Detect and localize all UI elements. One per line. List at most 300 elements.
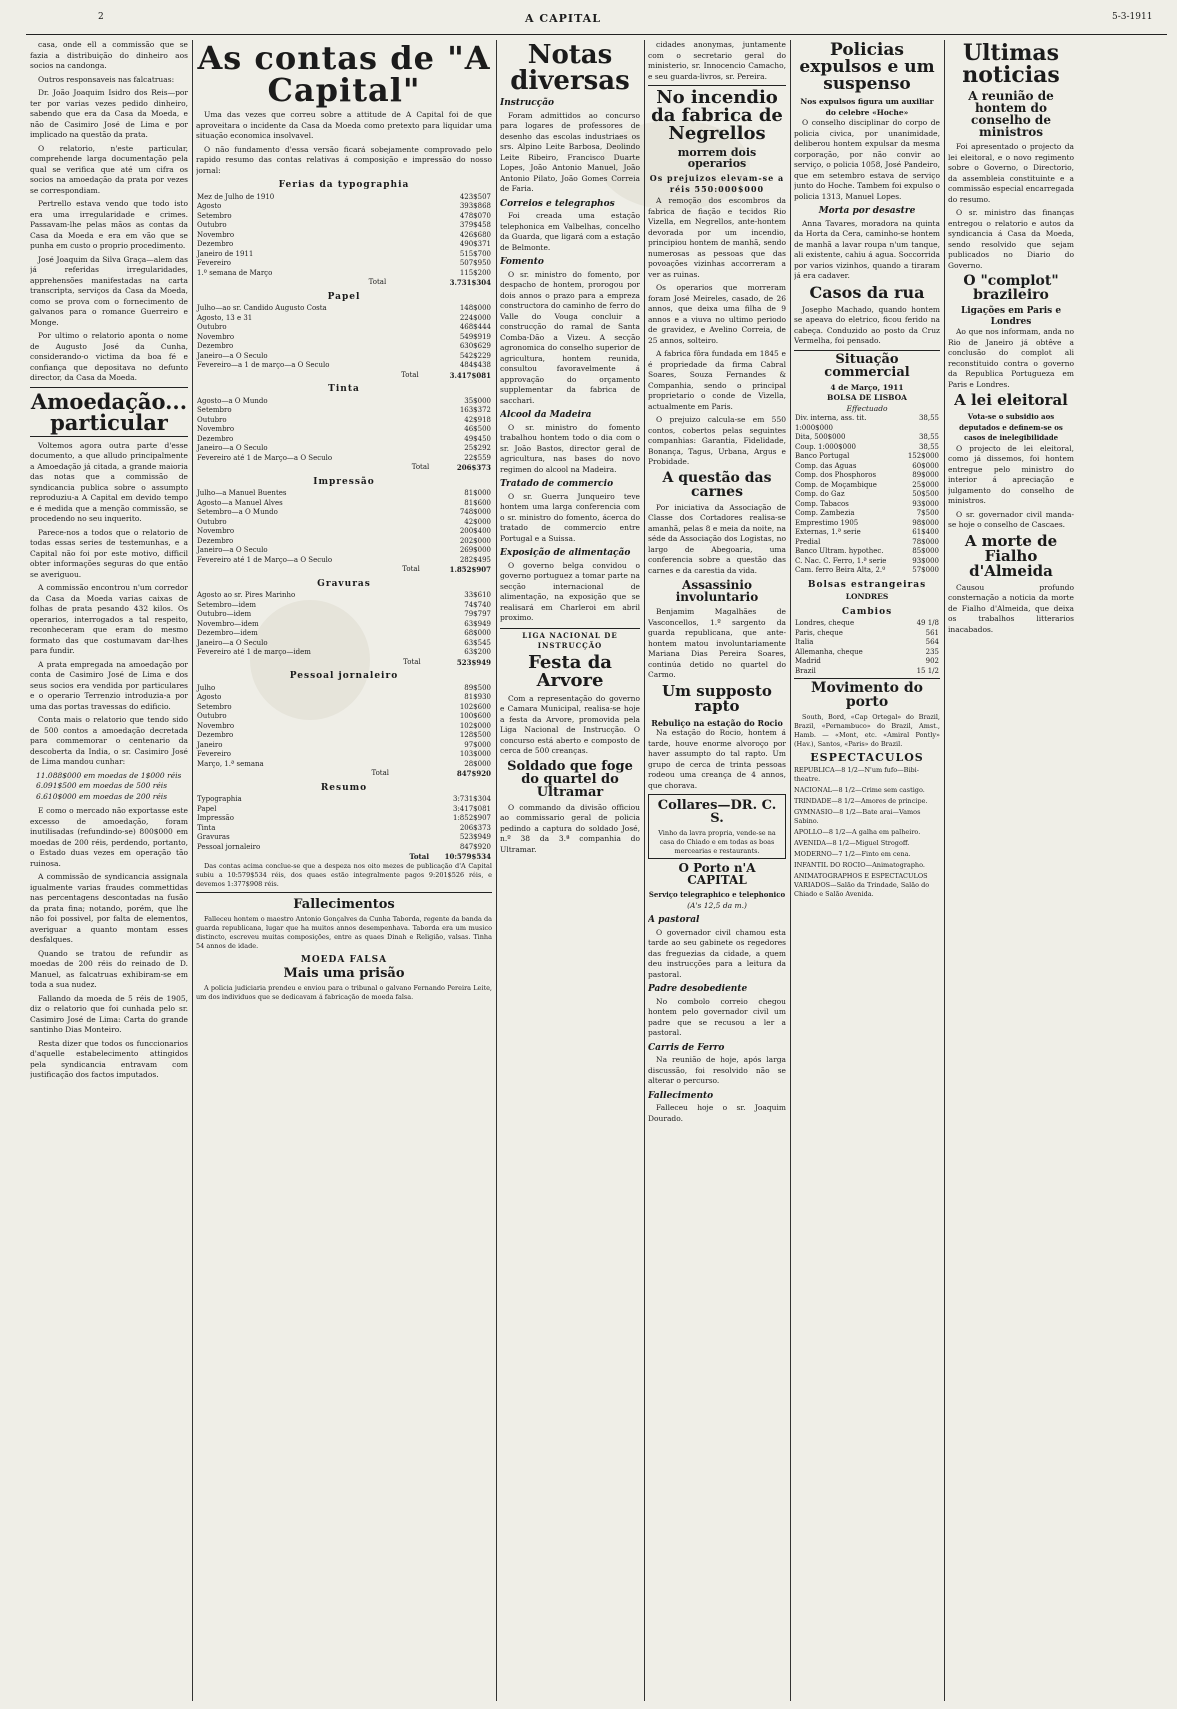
article-paragraph: Por ultimo o relatorio aponta o nome de Augusto José da Cunha, considerando-o victima da boa fé e confiança que depositava no defunto director, da Casa da Moeda.	[30, 331, 188, 382]
bolsa-row	[794, 443, 940, 453]
accounts-table	[196, 304, 492, 380]
accounts-table	[196, 591, 492, 667]
subhead-exposicao: Exposição de alimentação	[500, 548, 631, 558]
row-label: Impressão	[197, 814, 234, 822]
column-5	[794, 40, 940, 1701]
bolsa-row	[794, 566, 940, 576]
table-row	[196, 648, 492, 658]
liga-label: LIGA NACIONAL DE INSTRUCÇÃO	[500, 628, 640, 652]
row-value: 100$600	[459, 712, 491, 720]
row-label: Comp. dos Phosphoros	[795, 471, 877, 479]
table-row	[196, 193, 492, 203]
article-paragraph: O não fundamento d'essa versão ficará sobejamente comprovado pelo rapido resumo das contas relativas á composição e impressão do nosso jornal:	[196, 144, 492, 175]
subhead-porto: Serviço telegraphico e telephonico	[648, 890, 786, 899]
row-label: Agosto ao sr. Pires Marinho	[197, 591, 296, 599]
row-value: 38,55	[918, 442, 939, 451]
table-row	[196, 508, 492, 518]
total-value: 206$373	[456, 463, 491, 472]
article-paragraph: E como o mercado não exportasse este excesso de amoedação, foram inutilisadas (refundindo-se) 800$000 em moedas de 200 réis, perdendo, portanto, o Estado duas vezes em operação tão ruinosa.	[30, 806, 188, 868]
table-row	[196, 250, 492, 260]
headline-policias: Policias expulsos e um suspenso	[799, 40, 935, 94]
row-label: Londres, cheque	[795, 619, 855, 627]
row-value: 423$507	[459, 192, 491, 201]
bolsa-title: BOLSA DE LISBOA	[827, 393, 907, 402]
page-date: 5-3-1911	[1112, 12, 1153, 22]
article-paragraph: South, Bord, «Cap Ortegal» do Brazil, Brazil, «Pernambuco» do Brazil, Amst., Hamb. — «Mont, etc. «Amiral Pontly» (Hav.), Santos, «Paris» do Brazil.	[794, 713, 940, 748]
cambio-row	[794, 638, 940, 648]
row-value: 7$500	[916, 509, 939, 517]
table-row	[196, 722, 492, 732]
coin-list	[36, 771, 188, 803]
resumo-row	[196, 833, 492, 843]
article-paragraph: Parece-nos a todos que o relatorio de todas essas series de testemunhas, e a Capital não foi por este motivo, difficil obter informações seguras do que então se averiguou.	[30, 527, 188, 579]
bolsa-row	[794, 471, 940, 481]
row-value: 89$000	[912, 471, 939, 479]
coin-line: 6.610$000 em moedas de 200 réis	[36, 791, 168, 801]
total-row	[196, 658, 492, 668]
row-value: 35$000	[464, 396, 491, 405]
section-title-resumo: Resumo	[320, 782, 368, 793]
row-value: 3:417$081	[453, 804, 491, 813]
espectaculo-item: REPUBLICA—8 1/2—N'um fufo—Bibi-theatre.	[794, 765, 919, 783]
article-paragraph: A remoção dos escombros da fabrica de fiação e tecidos Rio Vizella, em Negrellos, ante-hontem devorada por um incendio, principiou hontem de manhã, sendo numerosas as pessoas que das povoações vizinhas accorreram a ver as ruinas.	[648, 196, 786, 279]
article-paragraph: Das contas acima conclue-se que a despeza nos oito mezes de publicação d'A Capital subiu a 10:579$534 réis, dos quaes estão integralmente pagos 9:201$526 réis, e devemos 1:377$908 réis.	[196, 861, 492, 888]
espectaculo-item: NACIONAL—8 1/2—Crime sem castigo.	[794, 785, 925, 794]
row-label: Outubro	[197, 323, 227, 331]
article-paragraph: Os operarios que morreram foram José Meireles, casado, de 26 annos, que deixa uma filha de 9 annos e a viuva no ultimo periodo de gravidez, e Avelino Correia, de 25 annos, solteiro.	[648, 283, 786, 345]
table-row	[196, 760, 492, 770]
article-paragraph: O sr. ministro do fomento, por despacho de hontem, prorogou por dois annos o prazo para a empreza constructora do caminho de ferro do Valle do Vouga concluir a construcção do ramal de Santa Comba-Dão a Vizeu. A secção agronomica do conselho superior de agricultura, hontem reunida, consultou favoravelmente á approvação do orçamento supplementar da fabrica de sacchari.	[500, 269, 640, 405]
row-value: 49 1/8	[916, 619, 939, 627]
row-label: Comp. de Moçambique	[795, 480, 877, 489]
headline-festa-arvore: Festa da Arvore	[528, 651, 612, 691]
article-paragraph: Foi apresentado o projecto da lei eleitoral, e o novo regimento sobre o Governo, o Directorio, da assembleia constituinte e a commissão especial encarregada do resumo.	[948, 142, 1074, 204]
row-value: 3:731$304	[453, 795, 491, 803]
headline-morte-fialho: A morte de Fialho d'Almeida	[964, 531, 1058, 580]
row-value: 115$200	[459, 268, 491, 277]
bolsa-row	[794, 433, 940, 443]
total-row	[196, 278, 492, 288]
article-paragraph: A commissão encontrou n'um corredor da Casa da Moeda varias caixas de folhas de prata pesando 432 kilos. Os operarios, interrogados a tal respeito, reconheceram que eram do mesmo formato das que costumavam dar-lhes para fundir.	[30, 583, 188, 655]
row-label: Janeiro—a O Seculo	[197, 444, 268, 452]
row-value: 25$292	[464, 444, 491, 452]
table-row	[196, 416, 492, 426]
article-paragraph: Dr. João Joaquim Isidro dos Reis—por ter por varias vezes pedido dinheiro, sabendo que era da Casa da Moeda, e não de Casimiro José de Lima e por implicado na questão da prata.	[30, 88, 188, 139]
row-value: 561	[925, 628, 939, 637]
headline-rapto: Um supposto rapto	[662, 681, 772, 715]
subhead-padre: Padre desobediente	[648, 984, 748, 994]
row-value: 269$000	[459, 546, 491, 554]
row-value: 468$444	[459, 323, 491, 331]
article-paragraph: Pertrello estava vendo que todo isto era uma irregularidade e crimes. Passavam-lhe pelas mãos as contas da Casa da Moeda e era em vão que se punha em custo o proprio procedimento.	[30, 199, 188, 250]
table-row	[196, 304, 492, 314]
row-value: 38,55	[918, 433, 939, 441]
article-paragraph: A prata empregada na amoedação por conta de Casimiro José de Lima e dos seus socios era vendida por particulares e o operario Terrenzio introduzia-a por uma das portas travessas do edificio.	[30, 659, 188, 711]
table-row	[196, 527, 492, 537]
row-value: 81$930	[464, 693, 491, 701]
total-value: 3.731$304	[449, 278, 491, 287]
subhead-prejuizos: Os prejuizos elevam-se a réis 550:000$000	[649, 173, 785, 194]
row-label: Julho	[197, 683, 216, 692]
subhead-fomento: Fomento	[500, 257, 544, 267]
row-value: 1:852$907	[453, 814, 491, 822]
row-value: 42$000	[464, 517, 491, 526]
subhead-operarios: morrem dois operarios	[677, 146, 757, 170]
row-label: Tinta	[197, 823, 216, 832]
row-label: Comp. Zambezia	[795, 509, 855, 517]
article-paragraph: O sr. ministro do fomento trabalhou hontem todo o dia com o sr. João Bastos, director geral de agricultura, nas bases do novo regimen do alcool na Madeira.	[500, 422, 640, 474]
total-row	[196, 565, 492, 575]
table-row	[196, 703, 492, 713]
table-row	[196, 342, 492, 352]
subhead-carris: Carris de Ferro	[648, 1042, 725, 1053]
bolsa-effectuado: Effectuado	[846, 403, 888, 413]
headline-carnes: A questão das carnes	[662, 469, 772, 500]
row-value: 98$000	[912, 518, 939, 527]
table-row	[196, 259, 492, 269]
headline-ultimas: Ultimas noticias	[962, 40, 1060, 88]
table-row	[196, 693, 492, 703]
row-label: Dezembro	[197, 240, 234, 248]
total-label: Total	[368, 278, 387, 286]
article-paragraph: O governador civil chamou esta tarde ao seu gabinete os regedores das freguezias da cidade, a quem deu instrucções para a leitura da pastoral.	[648, 927, 786, 979]
row-value: 78$000	[912, 537, 939, 546]
subhead-pastoral: A pastoral	[648, 915, 700, 925]
accounts-table	[196, 397, 492, 473]
article-paragraph: Foram admittidos ao concurso para logares de professores de desenho das escolas industriaes os srs. Alpino Leite Barbosa, Deolindo Leite Ribeiro, Francisco Duarte Lopes, João Antonio Manuel, João Antonio Pilato, João Gomes Correia de Faria.	[500, 110, 640, 193]
row-value: 128$500	[459, 731, 491, 739]
bolsa-row	[794, 519, 940, 529]
row-value: 564	[925, 638, 939, 646]
table-row	[196, 499, 492, 509]
row-label: Janeiro de 1911	[197, 249, 254, 258]
headline-moeda-falsa: MOEDA FALSA	[300, 954, 388, 965]
row-label: Setembro—idem	[197, 600, 257, 609]
article-paragraph: Falleceu hontem o maestro Antonio Gonçalves da Cunha Taborda, regente da banda da guarda republicana, lugar que ha muitos annos desempenhava. Taborda era um musico distincto, escreveu muitas composições, entre as quaes Dinah e Religião, valsas. Tinha 54 annos de idade.	[196, 914, 492, 950]
row-label: Novembro	[197, 527, 235, 535]
bolsa-table	[794, 414, 940, 576]
row-value: 81$600	[464, 498, 491, 507]
headline-prisao: Mais uma prisão	[283, 966, 405, 981]
row-value: 152$000	[907, 452, 939, 460]
headline-casos: Casos da rua	[809, 282, 925, 302]
article-paragraph: Voltemos agora outra parte d'esse documento, a que alludo principalmente a Amoedação já citada, a grande maioria das notas que a commissão de syndicancia publica sobre o assumpto reproduziu-a A Capital em devido tempo e é medida que a menção commissão, se procedendo no seu inquerito.	[30, 440, 188, 523]
table-row	[196, 610, 492, 620]
headline-incendio: No incendio da fabrica de Negrellos	[648, 85, 786, 143]
row-value: 60$000	[912, 461, 939, 470]
subhead-tratado: Tratado de commercio	[500, 479, 614, 489]
table-row	[196, 212, 492, 222]
resumo-row	[196, 843, 492, 853]
row-label: Outubro	[197, 712, 227, 720]
espectaculo-item: MODERNO—7 1/2—Finto em cena.	[794, 849, 911, 858]
row-label: Dezembro	[197, 536, 234, 545]
espectaculo-item: APOLLO—8 1/2—A galha em palheiro.	[794, 827, 921, 836]
column-2	[196, 40, 492, 1701]
headline-assassinio: Assassinio involuntario	[675, 578, 759, 604]
cambio-row	[794, 667, 940, 677]
subhead-estrangeiras: Bolsas estrangeiras	[807, 579, 927, 590]
collares-advert	[648, 794, 786, 859]
row-label: Predial	[795, 537, 821, 546]
article-paragraph: Conta mais o relatorio que tendo sido de 500 contos a amoedação decretada para commemorar o centenario da descoberta da India, o sr. Casimiro José de Lima mandou cunhar:	[30, 715, 188, 766]
espectaculo-item: AVENIDA—8 1/2—Miguel Strogoff.	[794, 838, 910, 847]
table-row	[196, 712, 492, 722]
row-label: Dezembro	[197, 342, 234, 350]
table-row	[196, 406, 492, 416]
total-value: 1.852$907	[449, 565, 491, 574]
row-label: Setembro	[197, 211, 232, 220]
row-value: 22$559	[464, 453, 491, 462]
row-label: Novembro—idem	[197, 619, 259, 628]
row-value: 93$000	[912, 556, 939, 565]
resumo-row	[196, 814, 492, 824]
article-paragraph: O sr. governador civil manda-se hoje o conselho de Cascaes.	[948, 509, 1074, 529]
resumo-row	[196, 824, 492, 834]
table-row	[196, 221, 492, 231]
table-row	[196, 518, 492, 528]
subhead-policias: Nos expulsos figura um auxiliar do celebre «Hoche»	[800, 97, 934, 117]
coin-line: 6.091$500 em moedas de 500 réis	[36, 781, 168, 790]
row-value: 102$600	[459, 702, 491, 711]
row-value: 68$000	[464, 629, 491, 637]
article-paragraph: Por iniciativa da Associação de Classe dos Cortadores realisa-se amanhã, pelas 8 e meia da noite, na séde da Associação dos Logistas, no largo de Abegoaria, uma conferencia sobre a questão das carnes e da carestia da vida.	[648, 502, 786, 575]
article-paragraph: Fallando da moeda de 5 réis de 1905, diz o relatorio que foi cunhada pelo sr. Casimiro José de Lima: Carta do grande santinho Dias Monteiro.	[30, 993, 188, 1034]
row-value: 902	[925, 657, 939, 665]
section-title: Gravuras	[317, 578, 371, 589]
row-value: 630$629	[459, 342, 491, 350]
article-paragraph: Falleceu hoje o sr. Joaquim Dourado.	[648, 1103, 786, 1123]
espectaculos-list	[794, 766, 940, 899]
row-label: Pessoal jornaleiro	[197, 842, 261, 851]
row-label: Outubro	[197, 517, 227, 526]
porto-time: (A's 12,5 da m.)	[687, 900, 747, 910]
section-title: Tinta	[328, 384, 360, 394]
bolsa-row	[794, 452, 940, 462]
row-label: Setembro—a O Mundo	[197, 508, 278, 516]
table-row	[196, 684, 492, 694]
row-label: C. Nac. C. Ferro, 1.ª serie	[795, 556, 887, 565]
row-label: Janeiro—a O Seculo	[197, 638, 268, 647]
row-value: 50$500	[912, 490, 939, 498]
accounts-table	[196, 193, 492, 288]
row-label: Fevereiro	[197, 750, 232, 758]
accounts-table	[196, 489, 492, 575]
row-label: Banco Portugal	[795, 452, 850, 460]
row-value: 79$797	[464, 610, 491, 618]
article-paragraph: Josepho Machado, quando hontem se apeava do eletrico, ficou ferido na cabeça. Conduzido ao posto da Cruz Vermelha, foi pensado.	[794, 304, 940, 345]
bolsa-row	[794, 538, 940, 548]
bolsa-row	[794, 462, 940, 472]
cambio-row	[794, 648, 940, 658]
espectaculo-item: GYMNASIO—8 1/2—Bate arai—Vamos Sabino.	[794, 807, 921, 825]
subhead-morta: Morta por desastre	[818, 206, 916, 216]
total-row	[196, 371, 492, 381]
table-row	[196, 323, 492, 333]
table-row	[196, 750, 492, 760]
row-value: 38,55	[918, 414, 939, 422]
section-title: Ferias da typographia	[278, 180, 410, 190]
row-label: Emprestimo 1905	[795, 518, 859, 527]
row-label: Outubro	[197, 415, 227, 424]
article-paragraph: O prejuizo calcula-se em 550 contos, cobertos pelas seguintes companhias: Garantia, Fidelidade, Bonança, Tagus, Urbana, Argus e Probidade.	[648, 415, 786, 466]
section-title: Papel	[327, 291, 361, 302]
row-label: Agosto	[197, 202, 222, 210]
espectaculo-item: INFANTIL DO ROCIO—Animatographo.	[794, 860, 925, 869]
row-label: Fevereiro	[197, 259, 232, 267]
bolsa-row	[794, 528, 940, 538]
row-value: 15 1/2	[916, 666, 939, 675]
total-value: 847$920	[456, 769, 491, 778]
article-paragraph: O relatorio, n'este particular, comprehende larga documentação pela qual se verifica que até um cifra os socios na amoedação da prata por vezes se correspondiam.	[30, 143, 188, 195]
row-value: 103$000	[459, 750, 491, 758]
row-value: 478$070	[459, 211, 491, 220]
row-label: Comp. do Gaz	[795, 490, 845, 498]
table-row	[196, 556, 492, 566]
row-label: Outubro	[197, 221, 227, 229]
table-row	[196, 352, 492, 362]
resumo-row	[196, 805, 492, 815]
page-number: 2	[98, 12, 104, 22]
table-row	[196, 202, 492, 212]
coin-line: 11.088$000 em moedas de 1$000 réis	[36, 770, 182, 780]
row-label: Janeiro—a O Seculo	[197, 351, 268, 360]
resumo-table	[196, 795, 492, 852]
article-paragraph: Na estação do Rocio, hontem á tarde, houve enorme alvoroço por haver assumpto do tal rapto. Um grupo de cerca de trinta pessoas rodeou uma creança de 4 annos, que chorava.	[648, 728, 786, 790]
cambios-table	[794, 619, 940, 676]
row-value: 148$000	[459, 304, 491, 312]
total-label: Total	[403, 657, 421, 666]
total-row	[196, 463, 492, 473]
headline-reuniao: A reunião de hontem do conselho de ministros	[968, 89, 1054, 139]
row-value: 85$000	[912, 547, 939, 555]
column-4	[648, 40, 786, 1701]
row-label: Agosto—a Manuel Alves	[197, 498, 283, 507]
article-paragraph: Com a representação do governo e Camara Municipal, realisa-se hoje a festa da Arvore, promovida pela Liga Nacional de Instrucção. O concurso está aberto e composto de cerca de 500 creanças.	[500, 693, 640, 755]
table-row	[196, 731, 492, 741]
row-value: 549$919	[459, 332, 491, 341]
bolsa-date: 4 de Março, 1911	[830, 382, 904, 392]
table-row	[196, 591, 492, 601]
article-paragraph: casa, onde ell a commissão que se fazia a distribuição do dinheiro aos socios na candonga.	[30, 40, 188, 70]
headline-soldado: Soldado que foge do quartel do Ultramar	[507, 758, 633, 800]
row-label: Fevereiro até 1 de Março—a O Seculo	[197, 555, 333, 564]
total-label: Total	[411, 463, 430, 471]
row-label: Cam. ferro Beira Alta, 2.º	[795, 566, 886, 574]
row-value: 102$000	[459, 721, 491, 730]
headline-amoedacao: Amoedação... particular	[30, 388, 188, 435]
article-paragraph: Outros responsaveis nas falcatruas:	[38, 74, 175, 84]
resumo-total-value: 10:579$534	[444, 852, 491, 861]
row-label: Gravuras	[197, 833, 230, 841]
row-value: 515$700	[459, 249, 491, 258]
headline-complot: O "complot" brazileiro	[963, 273, 1059, 303]
article-paragraph: Anna Tavares, moradora na quinta da Horta da Cera, caminho-se hontem de manhã a lavar roupa n'um tanque, ali existente, cahiu á agua. Soccorrida por varios vizinhos, quando a tiraram já era cadaver.	[794, 218, 940, 280]
row-label: Setembro	[197, 406, 232, 414]
row-value: 507$950	[459, 259, 491, 267]
table-row	[196, 314, 492, 324]
page-header	[0, 0, 1177, 36]
row-label: Madrid	[795, 657, 821, 665]
article-paragraph: José Joaquim da Silva Graça—alem das já referidas irregularidades, apprehensões manifestadas na carta transcripta, serviços da Casa da Moeda, como se prova com o fornecimento de galvanos para o romance Guerreiro e Monge.	[30, 254, 188, 327]
row-value: 200$400	[459, 527, 491, 535]
espectaculo-item: ANIMATOGRAPHOS E ESPECTACULOS VARIADOS—Salão da Trindade, Salão do Chiado e Salão Avenida.	[794, 871, 930, 898]
row-value: 89$500	[464, 683, 491, 692]
bolsa-row	[794, 509, 940, 519]
cambio-row	[794, 629, 940, 639]
row-label: Paris, cheque	[795, 628, 843, 637]
article-paragraph: A fabrica fôra fundada em 1845 e é propriedade da firma Cabral Soares, Souza Fernandes & Companhia, sendo o principal proprietario o conde de Vizella, actualmente em Paris.	[648, 349, 786, 411]
espectaculo-item: TRINDADE—8 1/2—Amores de principe.	[794, 796, 928, 805]
bolsa-row	[794, 414, 940, 433]
row-value: 235	[925, 647, 939, 656]
row-label: Dezembro	[197, 731, 234, 739]
headline-contas: As contas de "A Capital"	[197, 40, 491, 109]
subhead-complot: Ligações em Paris e Londres	[960, 306, 1062, 327]
row-label: Coup. 1:000$000	[795, 442, 856, 451]
column-1	[30, 40, 188, 1701]
row-label: Fevereiro até 1 de março—idem	[197, 648, 311, 656]
row-value: 63$949	[464, 619, 491, 628]
table-row	[196, 425, 492, 435]
article-paragraph: A policia judiciaria prendeu e enviou para o tribunal o galvano Fernando Pereira Leite, um dos individuos que se dedicavam á fabricação de moeda falsa.	[196, 984, 492, 1001]
headline-porto: O Porto n'A CAPITAL	[678, 861, 756, 887]
row-label: Outubro—idem	[197, 610, 252, 618]
fallecimentos-block	[196, 896, 492, 1006]
row-label: Novembro	[197, 721, 235, 730]
table-row	[196, 240, 492, 250]
row-label: Setembro	[197, 702, 232, 711]
article-paragraph: O sr. ministro das finanças entregou o relatorio e autos da syndicancia á Casa da Moeda, sendo resolvido que sejam publicados no Diario do Governo.	[948, 208, 1074, 270]
row-label: Janeiro—a O Seculo	[197, 546, 268, 554]
row-value: 57$000	[912, 566, 939, 574]
column-3	[500, 40, 640, 1701]
row-value: 847$920	[459, 842, 491, 851]
row-value: 28$000	[464, 759, 491, 768]
row-label: Julho—a Manuel Buentes	[197, 489, 287, 497]
total-label: Total	[401, 370, 419, 379]
article-paragraph: Quando se tratou de refundir as moedas de 200 réis do reinado de D. Manuel, as falcatruas exhibiram-se em toda a sua nudez.	[30, 948, 188, 989]
table-row	[196, 489, 492, 499]
row-label: Agosto, 13 e 31	[197, 313, 253, 322]
article-paragraph: Benjamim Magalhães de Vasconcellos, 1.º sargento da guarda republicana, que ante-hontem matou involuntariamente Mariana Dias Pereira Soares, continúa detido no quartel do Carmo.	[648, 607, 786, 679]
row-label: 1.º semana de Março	[197, 268, 273, 277]
article-paragraph: No combolo correio chegou hontem pelo governador civil um padre que se recusou a ler a pastoral.	[648, 996, 786, 1037]
total-value: 3.417$081	[449, 370, 491, 380]
row-label: Comp. das Aguas	[795, 461, 857, 470]
row-value: 202$000	[459, 536, 491, 545]
article-paragraph: A commissão de syndicancia assignala igualmente varias fraudes commettidas nas percentagens descontadas na fusão da prata fina; notando, porém, que lhe não foi possivel, por falta de elementos, averiguar a quanto montam esses desfalques.	[30, 872, 188, 944]
row-label: Janeiro	[197, 740, 223, 749]
row-label: Março, 1.ª semana	[197, 759, 264, 768]
cambio-row	[794, 657, 940, 667]
row-value: 97$000	[464, 740, 491, 749]
article-paragraph: Ao que nos informam, anda no Rio de Janeiro já obtêve a conclusão do complot ali reconstituido contra o governo da Republica Portugueza em Paris e Londres.	[948, 327, 1074, 389]
row-value: 74$740	[464, 600, 491, 609]
row-label: Dita, 500$000	[795, 433, 846, 441]
bolsa-row	[794, 481, 940, 491]
masthead: A CAPITAL	[525, 12, 601, 25]
row-value: 63$200	[464, 648, 491, 656]
row-value: 426$680	[459, 230, 491, 239]
total-label: Total	[371, 769, 390, 777]
headline-fallecimentos: Fallecimentos	[293, 896, 395, 912]
cambio-row	[794, 619, 940, 629]
row-label: Agosto—a O Mundo	[197, 396, 268, 405]
row-label: Mez de Julho de 1910	[197, 192, 275, 201]
subhead-instrucao: Instrucção	[500, 98, 555, 108]
row-label: Agosto	[197, 693, 222, 701]
